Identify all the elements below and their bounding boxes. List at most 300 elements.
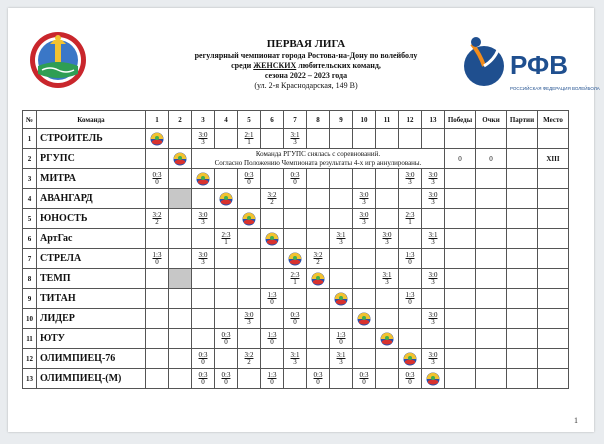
match-result-cell (192, 249, 215, 269)
match-result (245, 352, 254, 366)
team-name: СТРЕЛА (37, 249, 146, 269)
row-number: 11 (23, 329, 37, 349)
empty-match-cell (146, 369, 169, 389)
self-match-logo-cell (169, 149, 192, 169)
team-name: АВАНГАРД (37, 189, 146, 209)
empty-match-cell (261, 269, 284, 289)
match-score: 3:1 (336, 350, 346, 359)
match-score: 3:0 (198, 210, 208, 219)
empty-match-cell (169, 329, 192, 349)
header-game-1: 1 (146, 111, 169, 129)
empty-match-cell (169, 249, 192, 269)
match-result-cell (192, 129, 215, 149)
self-match-logo-cell (215, 189, 238, 209)
match-result (429, 232, 438, 246)
empty-match-cell (376, 249, 399, 269)
match-result-cell (376, 229, 399, 249)
row-sets (507, 129, 538, 149)
match-points: 3 (431, 197, 435, 206)
team-logo-icon (380, 332, 394, 346)
empty-match-cell (422, 129, 445, 149)
championship-line: регулярный чемпионат города Ростова-на-Дону по волейболу (194, 51, 418, 60)
team-name: МИТРА (37, 169, 146, 189)
match-result-cell (215, 229, 238, 249)
match-result (383, 272, 392, 286)
rfv-logo (454, 30, 600, 96)
match-points: 3 (247, 317, 251, 326)
match-score: 0:3 (290, 170, 300, 179)
team-logo-icon (426, 372, 440, 386)
header-game-2: 2 (169, 111, 192, 129)
match-score: 2:3 (405, 210, 415, 219)
match-points: 3 (431, 237, 435, 246)
match-result-cell (399, 169, 422, 189)
self-match-logo-cell (146, 129, 169, 149)
match-points: 0 (201, 357, 205, 366)
match-score: 1:3 (152, 250, 162, 259)
empty-match-cell (192, 289, 215, 309)
match-result (153, 172, 162, 186)
match-result (199, 352, 208, 366)
match-result (268, 372, 277, 386)
header-num: № (23, 111, 37, 129)
match-score: 3:0 (382, 230, 392, 239)
match-result-cell (146, 209, 169, 229)
match-result-cell (353, 369, 376, 389)
table-row (23, 309, 569, 329)
empty-match-cell (261, 309, 284, 329)
header-wins: Победы (445, 111, 476, 129)
match-result-cell (146, 169, 169, 189)
empty-match-cell (307, 129, 330, 149)
team-logo-icon (311, 272, 325, 286)
empty-match-cell (169, 289, 192, 309)
table-row (23, 169, 569, 189)
row-sets (507, 329, 538, 349)
page-number: 1 (574, 416, 578, 425)
federation-emblem-icon (28, 30, 88, 90)
empty-match-cell (307, 289, 330, 309)
empty-match-cell (376, 169, 399, 189)
row-number: 1 (23, 129, 37, 149)
match-result-cell (422, 229, 445, 249)
empty-match-cell (238, 229, 261, 249)
empty-match-cell (146, 189, 169, 209)
empty-match-cell (353, 349, 376, 369)
match-result-cell (353, 209, 376, 229)
match-result (153, 212, 162, 226)
match-points: 3 (293, 137, 297, 146)
self-match-logo-cell (307, 269, 330, 289)
row-number: 5 (23, 209, 37, 229)
match-result-cell (399, 289, 422, 309)
row-points (476, 309, 507, 329)
match-points: 0 (270, 297, 274, 306)
championship-heading (136, 38, 476, 91)
row-wins (445, 229, 476, 249)
match-result-cell (238, 169, 261, 189)
match-result (314, 372, 323, 386)
match-result-cell (284, 269, 307, 289)
self-match-logo-cell (192, 169, 215, 189)
table-row (23, 129, 569, 149)
match-points: 0 (408, 377, 412, 386)
empty-match-cell (353, 129, 376, 149)
match-points: 1 (224, 237, 228, 246)
header-game-11: 11 (376, 111, 399, 129)
empty-match-cell (146, 329, 169, 349)
match-result-cell (284, 129, 307, 149)
row-sets (507, 149, 538, 169)
row-place (538, 189, 569, 209)
category-women: ЖЕНСКИХ (253, 61, 297, 70)
match-score: 3:0 (428, 190, 438, 199)
empty-match-cell (422, 249, 445, 269)
match-score: 3:0 (198, 130, 208, 139)
match-points: 0 (408, 297, 412, 306)
team-name: ЮНОСТЬ (37, 209, 146, 229)
match-result-cell (422, 309, 445, 329)
row-wins (445, 369, 476, 389)
empty-match-cell (307, 309, 330, 329)
row-number: 7 (23, 249, 37, 269)
match-points: 2 (270, 197, 274, 206)
empty-match-cell (238, 289, 261, 309)
match-score: 3:1 (290, 130, 300, 139)
header-points: Очки (476, 111, 507, 129)
match-points: 3 (431, 177, 435, 186)
match-score: 0:3 (244, 170, 254, 179)
match-result (429, 192, 438, 206)
empty-match-cell (399, 329, 422, 349)
match-score: 1:3 (405, 250, 415, 259)
row-number: 2 (23, 149, 37, 169)
match-result (291, 352, 300, 366)
match-points: 0 (316, 377, 320, 386)
team-name: ЛИДЕР (37, 309, 146, 329)
row-points (476, 189, 507, 209)
empty-match-cell (192, 269, 215, 289)
match-result (337, 352, 346, 366)
empty-match-cell (238, 329, 261, 349)
match-result-cell (261, 189, 284, 209)
empty-match-cell (353, 269, 376, 289)
match-result (199, 372, 208, 386)
row-place (538, 129, 569, 149)
row-points (476, 249, 507, 269)
empty-match-cell (353, 289, 376, 309)
category-pre: среди (231, 61, 254, 70)
empty-match-cell (284, 189, 307, 209)
match-points: 3 (385, 237, 389, 246)
empty-match-cell (215, 289, 238, 309)
match-score: 1:3 (405, 290, 415, 299)
match-result (360, 192, 369, 206)
match-score: 3:1 (428, 230, 438, 239)
team-logo-icon (173, 152, 187, 166)
empty-match-cell (261, 169, 284, 189)
match-result (406, 292, 415, 306)
empty-match-cell (330, 189, 353, 209)
empty-match-cell (261, 129, 284, 149)
team-name: ТЕМП (37, 269, 146, 289)
match-score: 0:3 (405, 370, 415, 379)
row-points (476, 269, 507, 289)
row-place (538, 209, 569, 229)
row-sets (507, 249, 538, 269)
table-row (23, 249, 569, 269)
match-points: 1 (293, 277, 297, 286)
match-result-cell (261, 369, 284, 389)
row-points (476, 329, 507, 349)
row-wins (445, 209, 476, 229)
match-points: 1 (247, 137, 251, 146)
match-points: 0 (247, 177, 251, 186)
match-result (429, 272, 438, 286)
match-result-cell (284, 349, 307, 369)
match-score: 1:3 (336, 330, 346, 339)
match-result (429, 312, 438, 326)
match-result-cell (422, 349, 445, 369)
empty-match-cell (422, 329, 445, 349)
self-match-logo-cell (284, 249, 307, 269)
empty-match-cell (215, 269, 238, 289)
match-result (360, 372, 369, 386)
empty-match-cell (330, 129, 353, 149)
match-score: 3:0 (405, 170, 415, 179)
match-points: 0 (270, 337, 274, 346)
row-points (476, 349, 507, 369)
empty-match-cell (261, 249, 284, 269)
row-points (476, 369, 507, 389)
match-score: 3:1 (382, 270, 392, 279)
match-points: 0 (155, 257, 159, 266)
team-logo-icon (403, 352, 417, 366)
empty-match-cell (284, 329, 307, 349)
match-result (199, 252, 208, 266)
match-result-cell (399, 209, 422, 229)
empty-match-cell (215, 129, 238, 149)
self-match-logo-cell (422, 369, 445, 389)
empty-match-cell (146, 309, 169, 329)
match-result (245, 172, 254, 186)
match-result-cell (238, 129, 261, 149)
empty-match-cell (353, 329, 376, 349)
league-title: ПЕРВАЯ ЛИГА (266, 38, 346, 50)
match-result (222, 372, 231, 386)
match-points: 3 (201, 257, 205, 266)
match-points: 3 (431, 357, 435, 366)
empty-match-cell (146, 289, 169, 309)
withdrawal-note (192, 149, 445, 169)
match-result (268, 332, 277, 346)
empty-match-cell (192, 309, 215, 329)
match-result-cell (399, 249, 422, 269)
match-result-cell (215, 329, 238, 349)
row-place (538, 309, 569, 329)
match-result-cell (330, 349, 353, 369)
match-points: 0 (339, 337, 343, 346)
empty-match-cell (353, 249, 376, 269)
match-result-cell (399, 369, 422, 389)
team-logo-icon (288, 252, 302, 266)
table-row (23, 329, 569, 349)
row-sets (507, 229, 538, 249)
match-result-cell (238, 309, 261, 329)
header-game-7: 7 (284, 111, 307, 129)
header-game-4: 4 (215, 111, 238, 129)
standings-table (22, 110, 569, 389)
row-sets (507, 289, 538, 309)
empty-match-cell (146, 149, 169, 169)
empty-match-cell (192, 189, 215, 209)
empty-match-cell (399, 269, 422, 289)
empty-match-cell (238, 249, 261, 269)
match-points: 3 (362, 197, 366, 206)
header-game-12: 12 (399, 111, 422, 129)
self-match-logo-cell (238, 209, 261, 229)
header-game-6: 6 (261, 111, 284, 129)
match-score: 3:2 (313, 250, 323, 259)
withdrawal-note-line-2: Согласно Положению Чемпионата результаты 4-х игр аннулированы. (214, 158, 422, 167)
match-result-cell (422, 169, 445, 189)
match-result-cell (215, 369, 238, 389)
empty-match-cell (399, 229, 422, 249)
match-points: 3 (385, 277, 389, 286)
empty-match-cell (330, 169, 353, 189)
empty-match-cell (376, 189, 399, 209)
match-result (406, 372, 415, 386)
row-wins (445, 329, 476, 349)
empty-match-cell (169, 349, 192, 369)
match-result-cell (192, 349, 215, 369)
row-sets (507, 189, 538, 209)
match-points: 2 (247, 357, 251, 366)
empty-match-cell (399, 129, 422, 149)
match-result (268, 192, 277, 206)
cancelled-match-cell (169, 269, 192, 289)
match-result-cell (284, 309, 307, 329)
match-result-cell (307, 249, 330, 269)
empty-match-cell (422, 209, 445, 229)
empty-match-cell (238, 189, 261, 209)
match-result-cell (146, 249, 169, 269)
empty-match-cell (169, 209, 192, 229)
empty-match-cell (215, 209, 238, 229)
match-result (406, 172, 415, 186)
match-points: 3 (431, 317, 435, 326)
empty-match-cell (215, 349, 238, 369)
self-match-logo-cell (376, 329, 399, 349)
table-header-row (23, 111, 569, 129)
match-points: 1 (408, 217, 412, 226)
match-score: 0:3 (313, 370, 323, 379)
row-place (538, 269, 569, 289)
category-line (136, 61, 476, 71)
empty-match-cell (307, 189, 330, 209)
category-post: любительских команд, (296, 61, 381, 70)
row-points: 0 (476, 149, 507, 169)
team-logo-icon (265, 232, 279, 246)
match-points: 2 (155, 217, 159, 226)
empty-match-cell (376, 369, 399, 389)
match-result (291, 132, 300, 146)
match-result (383, 232, 392, 246)
row-wins (445, 189, 476, 209)
match-result (429, 172, 438, 186)
empty-match-cell (169, 369, 192, 389)
match-result-cell (238, 349, 261, 369)
empty-match-cell (215, 169, 238, 189)
document-sheet (8, 8, 600, 432)
document-header (8, 8, 600, 108)
row-place (538, 349, 569, 369)
row-number: 8 (23, 269, 37, 289)
row-points (476, 129, 507, 149)
table-row (23, 229, 569, 249)
row-sets (507, 209, 538, 229)
empty-match-cell (146, 229, 169, 249)
match-score: 3:2 (267, 190, 277, 199)
empty-match-cell (307, 209, 330, 229)
match-score: 3:0 (359, 190, 369, 199)
match-score: 3:2 (152, 210, 162, 219)
empty-match-cell (169, 309, 192, 329)
empty-match-cell (376, 289, 399, 309)
empty-match-cell (192, 329, 215, 349)
match-score: 2:3 (221, 230, 231, 239)
match-points: 3 (408, 177, 412, 186)
match-result-cell (284, 169, 307, 189)
row-wins (445, 309, 476, 329)
match-points: 0 (155, 177, 159, 186)
row-number: 12 (23, 349, 37, 369)
empty-match-cell (376, 129, 399, 149)
empty-match-cell (330, 269, 353, 289)
match-points: 0 (362, 377, 366, 386)
match-score: 0:3 (290, 310, 300, 319)
table-row (23, 149, 569, 169)
empty-match-cell (330, 309, 353, 329)
row-place (538, 229, 569, 249)
match-result (406, 252, 415, 266)
row-wins (445, 269, 476, 289)
match-result (337, 232, 346, 246)
match-result-cell (422, 269, 445, 289)
match-score: 3:0 (428, 310, 438, 319)
match-points: 3 (339, 237, 343, 246)
empty-match-cell (146, 269, 169, 289)
empty-match-cell (261, 209, 284, 229)
match-result (314, 252, 323, 266)
row-place (538, 169, 569, 189)
row-wins: 0 (445, 149, 476, 169)
empty-match-cell (307, 229, 330, 249)
empty-match-cell (284, 289, 307, 309)
empty-match-cell (146, 349, 169, 369)
match-score: 0:3 (221, 330, 231, 339)
header-game-9: 9 (330, 111, 353, 129)
row-wins (445, 129, 476, 149)
table-row (23, 289, 569, 309)
match-points: 3 (431, 277, 435, 286)
match-result (153, 252, 162, 266)
empty-match-cell (307, 329, 330, 349)
empty-match-cell (192, 229, 215, 249)
header-game-13: 13 (422, 111, 445, 129)
empty-match-cell (169, 129, 192, 149)
rfv-logo-caption: РОССИЙСКАЯ ФЕДЕРАЦИЯ ВОЛЕЙБОЛА (510, 86, 600, 91)
